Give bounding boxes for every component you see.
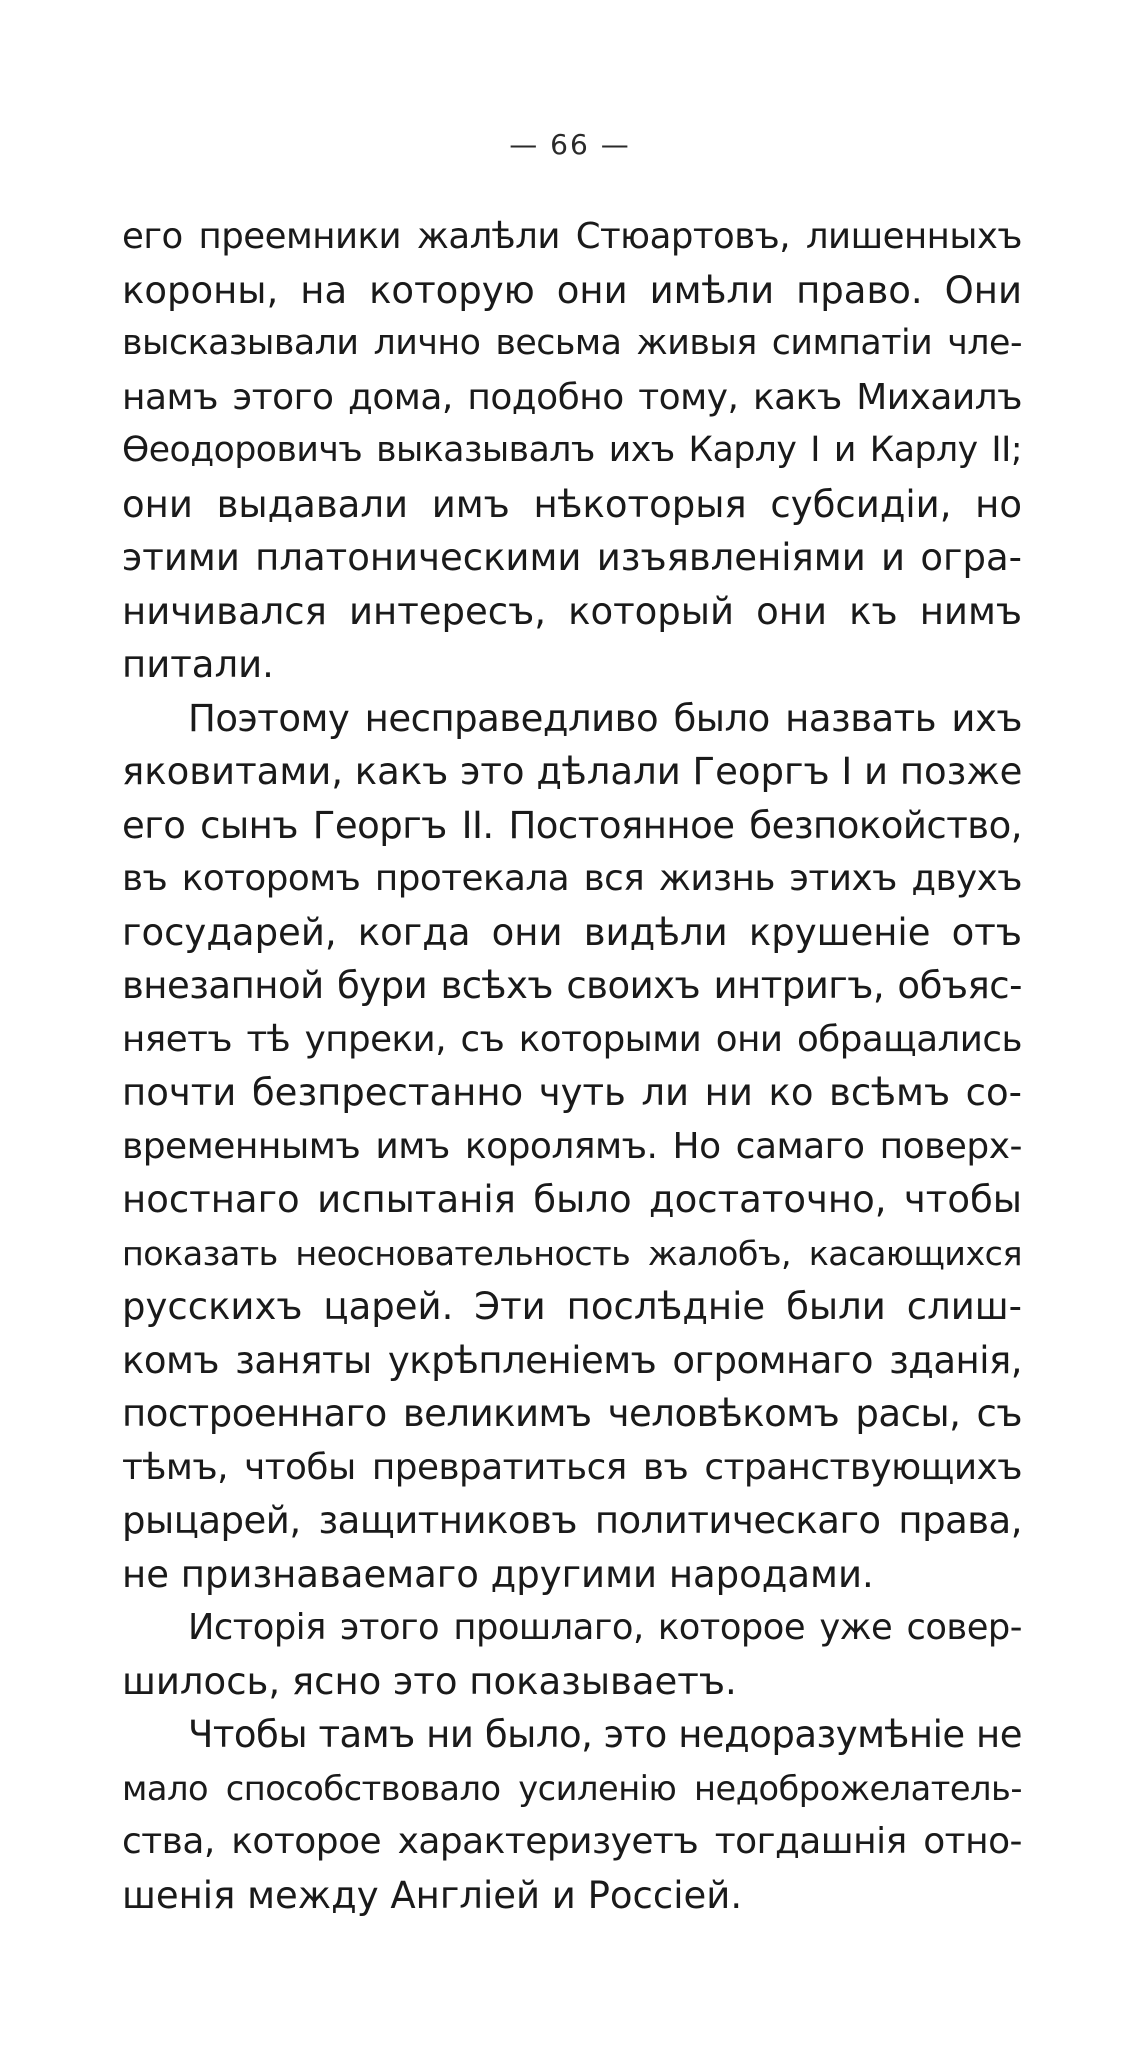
text-line: яковитами, какъ это дѣлали Георгъ I и позже — [122, 750, 1023, 793]
text-line: Поэтому несправедливо было назвать ихъ — [188, 696, 1022, 740]
text-line: внезапной бури всѣхъ своихъ интригъ, объяс- — [122, 964, 1022, 1007]
text-line: они выдавали имъ нѣкоторыя субсидіи, но — [122, 482, 1022, 526]
text-line: его сынъ Георгъ II. Постоянное безпокойство, — [122, 803, 1022, 847]
text-line: ностнаго испытанія было достаточно, чтобы — [122, 1178, 1022, 1221]
text-line: показать неосновательность жалобъ, касающихся — [122, 1233, 1022, 1273]
text-line: высказывали лично весьма живыя симпатіи чле- — [122, 323, 1022, 363]
page-number: — 66 — — [509, 128, 631, 161]
text-line: Ѳеодоровичъ выказывалъ ихъ Карлу I и Карлу II; — [122, 430, 1022, 470]
text-line: въ которомъ протекала вся жизнь этихъ двухъ — [122, 858, 1022, 899]
text-line: намъ этого дома, подобно тому, какъ Михаилъ — [122, 376, 1022, 418]
text-line: Исторія этого прошлаго, которое уже совер- — [188, 1607, 1022, 1648]
text-line: мало способствовало усиленію недоброжелатель- — [122, 1768, 1022, 1808]
paragraph — [122, 1601, 1022, 1708]
text-line: ства, которое характеризуетъ тогдашнія отно- — [122, 1821, 1022, 1862]
text-line: шилось, ясно это показываетъ. — [122, 1659, 737, 1703]
text-line: русскихъ царей. Эти послѣдніе были слиш- — [122, 1285, 1022, 1328]
text-line: комъ заняты укрѣпленіемъ огромнаго зданія, — [122, 1338, 1022, 1382]
text-line: построеннаго великимъ человѣкомъ расы, съ — [122, 1392, 1022, 1435]
text-line: рыцарей, защитниковъ политическаго права, — [122, 1499, 1022, 1542]
paragraph — [122, 692, 1022, 1602]
text-line: его преемники жалѣли Стюартовъ, лишенныхъ — [122, 216, 1022, 257]
paragraph — [122, 210, 1022, 692]
text-line: временнымъ имъ королямъ. Но самаго поверх- — [122, 1125, 1022, 1167]
body-text — [122, 210, 1022, 1922]
paragraph — [122, 1708, 1022, 1922]
text-line: государей, когда они видѣли крушеніе отъ — [122, 910, 1022, 954]
text-line: няетъ тѣ упреки, съ которыми они обращались — [122, 1018, 1022, 1060]
text-line: почти безпрестанно чуть ли ни ко всѣмъ со- — [122, 1071, 1022, 1114]
text-line: питали. — [122, 643, 274, 686]
text-line: ничивался интересъ, который они къ нимъ — [122, 589, 1022, 633]
text-line: не признаваемаго другими народами. — [122, 1552, 874, 1596]
text-line: тѣмъ, чтобы превратиться въ странствующихъ — [122, 1446, 1022, 1488]
text-line: этими платоническими изъявленіями и огра- — [122, 536, 1022, 579]
text-line: шенія между Англіей и Россіей. — [122, 1873, 743, 1917]
text-line: Чтобы тамъ ни было, это недоразумѣніе не — [188, 1713, 1022, 1756]
text-line: короны, на которую они имѣли право. Они — [122, 268, 1022, 312]
